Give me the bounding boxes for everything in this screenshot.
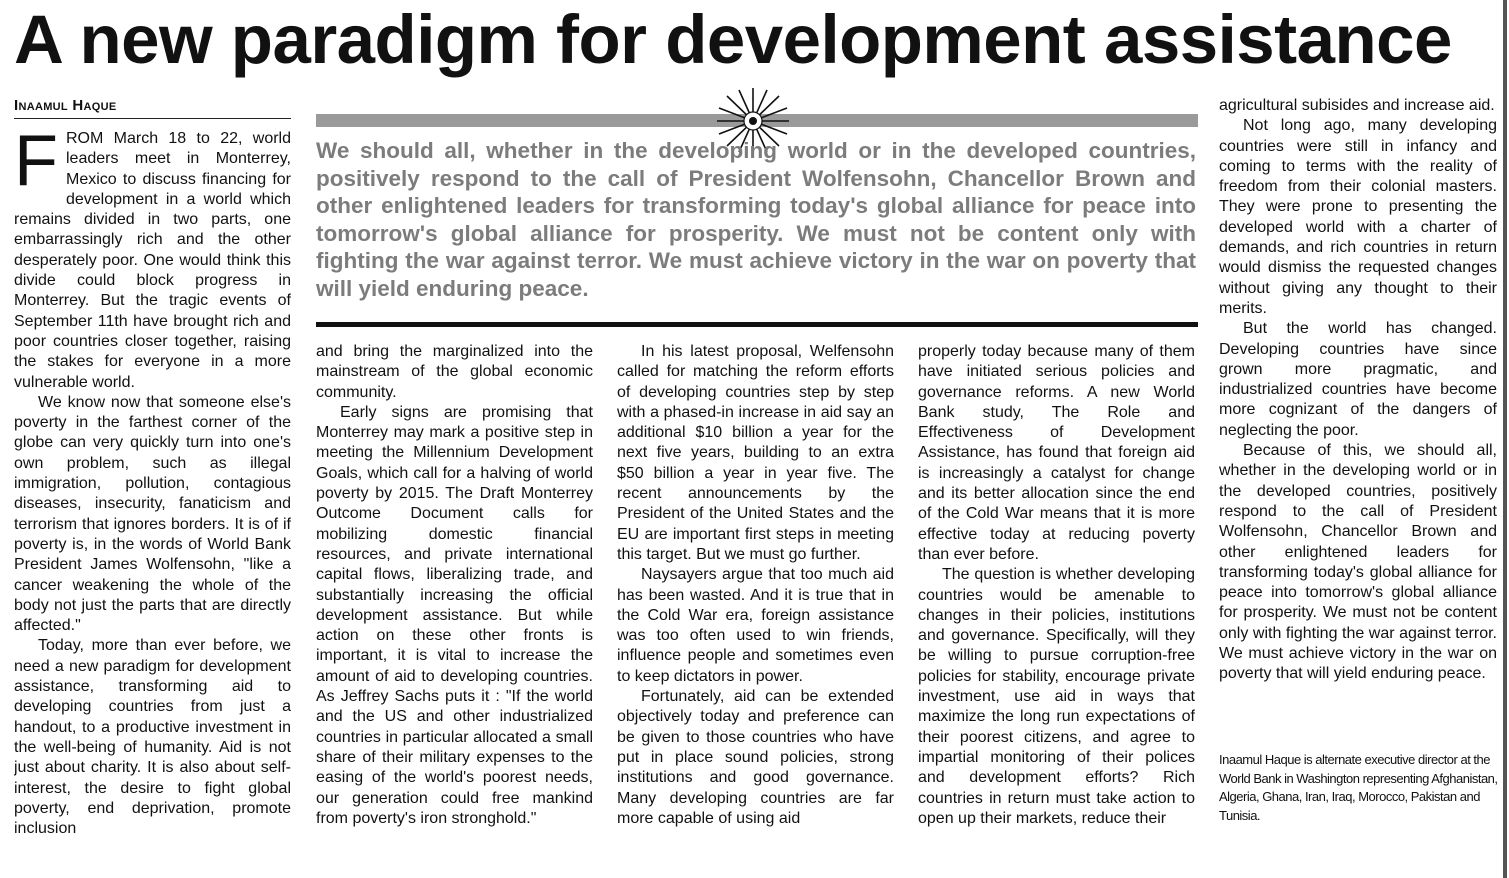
paragraph: In his latest proposal, Welfensohn called for matching the reform efforts of developing countries step by step with a phased-in increase in aid say an additional $10 billion a year for the next five years, building to an extra $50 billion a year in year five. The recent announcements by the President of the United States and the EU are important first steps in meeting this target. But we must go further. xyxy=(617,343,894,563)
pullquote: We should all, whether in the developing world or in the developed countries, positively respond to the call of President Wolfensohn, Chancellor Brown and other enlightened leaders for transforming today's global alliance for peace into tomorrow's global alliance for prosperity. We must not be content only with fighting the war against terror. We must achieve victory in the war on poverty that will yield enduring peace. xyxy=(316,138,1196,301)
article-column-3 xyxy=(617,342,894,878)
pullquote-bottom-rule xyxy=(316,322,1198,327)
paragraph: We know now that someone else's poverty in the farthest corner of the globe can very quickly turn into one's own problem, such as illegal immigration, pollution, contagious diseases, insecurity, fanaticism and terrorism that ignores borders. It is of if poverty is, in the words of World Bank President James Wolfensohn, "like a cancer weakening the whole of the body not just the parts that are directly affected." xyxy=(14,393,291,635)
article-column-1 xyxy=(14,129,291,878)
paragraph: properly today because many of them have initiated serious policies and governance reforms. A new World Bank study, The Role and Effectiveness of Development Assistance, has found that foreign aid is increasingly a catalyst for change and its better allocation since the end of the Cold War means that it is more effective today at reducing poverty than ever before. xyxy=(918,343,1195,563)
paragraph: and bring the marginalized into the mainstream of the global economic community. xyxy=(316,343,593,401)
paragraph: Naysayers argue that too much aid has been wasted. And it is true that in the Cold War era, foreign assistance was too often used to win friends, influence people and sometimes even to keep dictators in power. xyxy=(617,566,894,685)
paragraph: agricultural subisides and increase aid. xyxy=(1219,97,1495,114)
paragraph: Today, more than ever before, we need a new paradigm for development assistance, transforming aid to developing countries from just a handout, to a productive investment in the well-being of humanity. Aid is not just about charity. It is also about self-interest, the desire to fight global poverty, end deprivation, promote inclusion xyxy=(14,637,291,838)
paragraph: Fortunately, aid can be extended objectively today and preference can be given to those countries who have put in place sound policies, strong institutions and good governance. Many developing countries are far more capable of using aid xyxy=(617,688,894,827)
paragraph: ROM March 18 to 22, world leaders meet in Monterrey, Mexico to discuss financing for development in a world which remains divided in two parts, one embarrassingly rich and the other desperately poor. One would think this divide could block progress in Monterrey. But the tragic events of September 11th have brought rich and poor countries closer together, raising the stakes for everyone in a more vulnerable world. xyxy=(14,130,291,391)
headline: A new paradigm for development assistance xyxy=(14,1,1452,78)
drop-cap: F xyxy=(14,129,58,201)
article-column-2 xyxy=(316,342,593,878)
byline: Inaamul Haque xyxy=(14,96,291,119)
page-edge-rule xyxy=(1503,0,1507,878)
paragraph: But the world has changed. Developing countries have since grown more pragmatic, and industrialized countries have become more cognizant of the dangers of neglecting the poor. xyxy=(1219,320,1497,439)
paragraph: The question is whether developing countries would be amenable to changes in their policies, institutions and governance. Specifically, will they be willing to pursue corruption-free policies for stability, encourage private investment, use aid in ways that maximize the long run expectations of their poorest citizens, and agree to impartial monitoring of their polices and development efforts? Rich countries in return must take action to open up their markets, reduce their xyxy=(918,566,1195,827)
paragraph: Not long ago, many developing countries were still in infancy and coming to terms with the reality of freedom from their colonial masters. They were prone to presenting the developed world with a charter of demands, and rich countries in return would dismiss the requested changes without giving any thought to their merits. xyxy=(1219,117,1497,317)
article-column-4 xyxy=(918,342,1195,878)
paragraph: Because of this, we should all, whether in the developing world or in the developed countries, positively respond to the call of President Wolfensohn, Chancellor Brown and other enlightened leaders for transforming today's global alliance for peace into tomorrow's global alliance for prosperity. We must not be content only with fighting the war against terror. We must achieve victory in the war on poverty that will yield enduring peace. xyxy=(1219,442,1497,683)
author-bio: Inaamul Haque is alternate executive director at the World Bank in Washington representing Afghanistan, Algeria, Ghana, Iran, Iraq, Morocco, Pakistan and Tunisia. xyxy=(1219,752,1498,823)
paragraph: Early signs are promising that Monterrey may mark a positive step in meeting the Millennium Development Goals, which call for a halving of world poverty by 2015. The Draft Monterrey Outcome Document calls for mobilizing domestic financial resources, and private international capital flows, liberalizing trade, and substantially increasing the official development assistance. But while action on these other fronts is important, it is vital to increase the amount of aid to developing countries. As Jeffrey Sachs puts it : "If the world and the US and other industrialized countries in particular allocated a small share of their military expenses to the easing of the world's poorest needs, our generation could free mankind from poverty's iron stronghold." xyxy=(316,403,593,827)
article-column-5 xyxy=(1219,96,1497,746)
